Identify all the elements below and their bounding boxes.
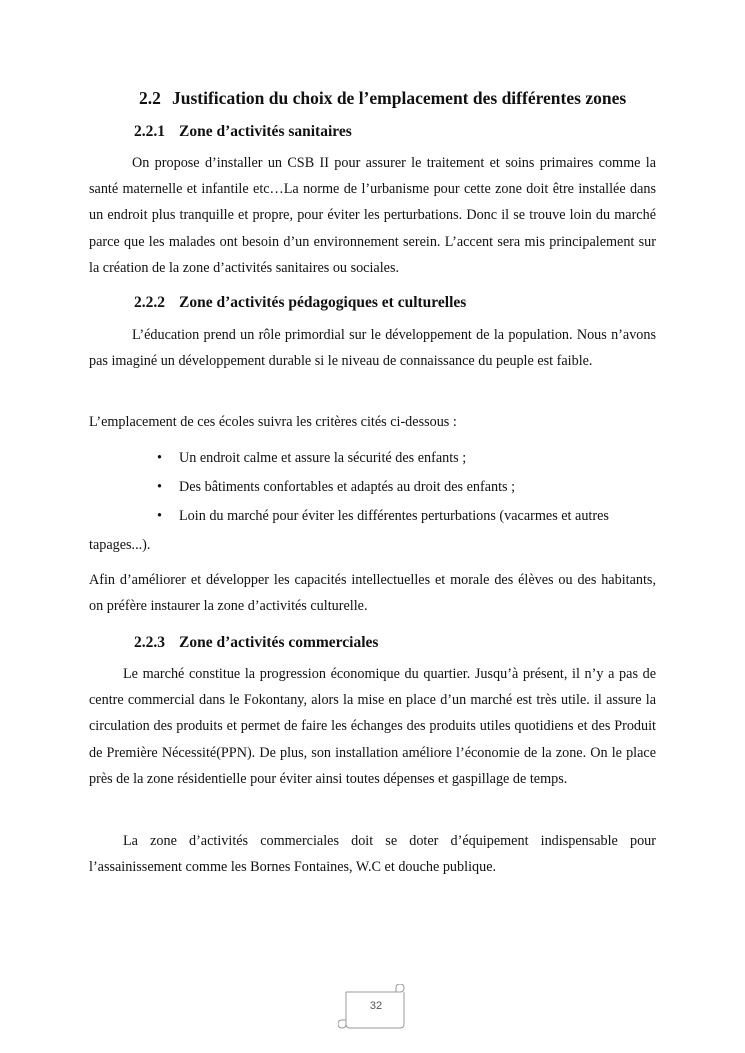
list-item-text: Des bâtiments confortables et adaptés au droit des enfants ; xyxy=(179,479,516,495)
bullet-icon: • xyxy=(157,450,162,466)
subsection-number: 2.2.3 xyxy=(134,634,165,651)
list-item-text: Loin du marché pour éviter les différentes perturbations (vacarmes et autres xyxy=(179,508,609,524)
page-number: 32 xyxy=(369,1000,383,1012)
subsection-title: Zone d’activités pédagogiques et culturelles xyxy=(179,294,467,311)
list-item xyxy=(157,450,466,467)
bullet-icon: • xyxy=(157,479,162,495)
subsection-title: Zone d’activités sanitaires xyxy=(179,123,352,140)
paragraph-culturelle: Afin d’améliorer et développer les capacités intellectuelles et morale des élèves ou des habitants, on préfère instaurer la zone d’activités culturelle. xyxy=(89,572,656,615)
list-item xyxy=(157,479,515,496)
paragraph-criteria-intro: L’emplacement de ces écoles suivra les critères cités ci-dessous : xyxy=(89,414,457,430)
section-number: 2.2 xyxy=(139,88,161,108)
list-item xyxy=(157,508,609,525)
subsection-number: 2.2.2 xyxy=(134,294,165,311)
subsection-heading-2-2-1 xyxy=(134,123,352,141)
paragraph-education: L’éducation prend un rôle primordial sur le développement de la population. Nous n’avons pas imaginé un développement durable si le niveau de connaissance du peuple est faible. xyxy=(89,327,656,370)
section-title: Justification du choix de l’emplacement des différentes zones xyxy=(172,88,627,108)
paragraph-marche: Le marché constitue la progression économique du quartier. Jusqu’à présent, il n’y a pas de centre commercial dans le Fokontany, alors la mise en place d’un marché est très utile. il assure la circulation des produits et permet de faire les échanges des produits utiles quotidiens et des Produit de Première Nécessité(PPN). De plus, son installation améliore l’économie de la zone. On le place près de la zone résidentielle pour éviter ainsi toutes dépenses et gaspillage de temps. xyxy=(89,666,656,787)
subsection-heading-2-2-2 xyxy=(134,294,466,312)
subsection-number: 2.2.1 xyxy=(134,123,165,140)
paragraph-equipements: La zone d’activités commerciales doit se doter d’équipement indispensable pour l’assainissement comme les Bornes Fontaines, W.C et douche publique. xyxy=(89,833,656,876)
subsection-title: Zone d’activités commerciales xyxy=(179,634,379,651)
subsection-heading-2-2-3 xyxy=(134,634,378,652)
list-item-text: Un endroit calme et assure la sécurité des enfants ; xyxy=(179,450,467,466)
section-heading-2-2 xyxy=(139,88,626,109)
page-number-scroll xyxy=(338,984,408,1032)
list-item-continuation: tapages...). xyxy=(89,537,151,553)
paragraph-sanitaires: On propose d’installer un CSB II pour assurer le traitement et soins primaires comme la santé maternelle et infantile etc…La norme de l’urbanisme pour cette zone doit être installée dans un endroit plus tranquille et propre, pour éviter les perturbations. Donc il se trouve loin du marché parce que les malades ont besoin d’un environnement serein. L’accent sera mis principalement sur la création de la zone d’activités sanitaires ou sociales. xyxy=(89,155,656,276)
bullet-icon: • xyxy=(157,508,162,524)
